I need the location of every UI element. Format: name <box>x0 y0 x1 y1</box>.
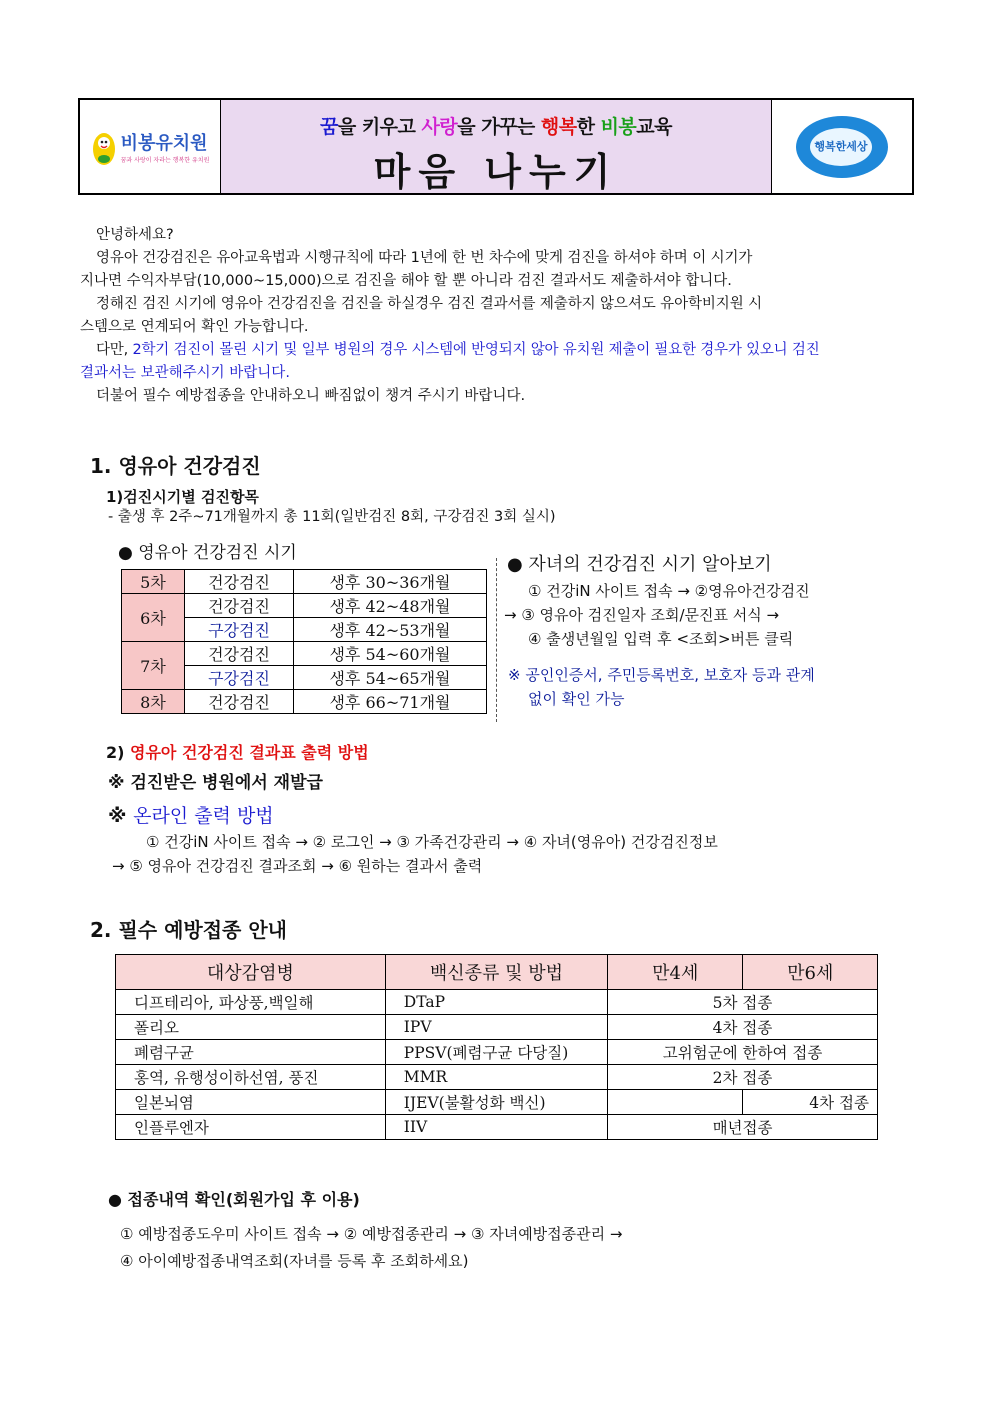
age-cell: 생후 42~48개월 <box>294 594 487 618</box>
kind-cell: 건강검진 <box>185 570 294 594</box>
dose-cell: 매년접종 <box>608 1115 878 1140</box>
intro-p2-line2: 스템으로 연계되어 확인 가능합니다. <box>80 319 309 335</box>
intro-text <box>80 224 916 408</box>
table-row <box>116 1065 878 1090</box>
check-step-line1: ① 예방접종도우미 사이트 접속 → ② 예방접종관리 → ③ 자녀예방접종관리 → <box>120 1225 623 1243</box>
online-steps <box>112 830 912 878</box>
greeting: 안녕하세요? <box>96 227 174 243</box>
happy-world-logo-text: 행복한세상 <box>810 128 872 166</box>
age-cell: 생후 54~60개월 <box>294 642 487 666</box>
dashed-divider <box>496 558 497 722</box>
lookup-step-line3: ④ 출생년월일 입력 후 <조회>버튼 클릭 <box>528 630 794 648</box>
kindergarten-logo-cell <box>80 100 221 193</box>
vaccine-cell: IJEV(불활성화 백신) <box>385 1090 607 1115</box>
age-cell: 생후 66~71개월 <box>294 690 487 714</box>
header-slogan <box>221 112 771 139</box>
kindergarten-subtitle: 꿈과 사랑이 자라는 행복한 유치원 <box>120 157 210 164</box>
kind-cell: 구강검진 <box>185 666 294 690</box>
kind-cell: 건강검진 <box>185 690 294 714</box>
lookup-steps <box>504 579 904 711</box>
kind-cell: 건강검진 <box>185 594 294 618</box>
slogan-segment: 을 가꾸는 <box>457 116 541 138</box>
slogan-segment: 행복 <box>540 116 577 138</box>
age-cell: 생후 42~53개월 <box>294 618 487 642</box>
slogan-segment: 꿈 <box>319 116 338 138</box>
lookup-heading: ● 자녀의 건강검진 시기 알아보기 <box>507 554 772 575</box>
check-steps <box>120 1221 920 1275</box>
dose-cell: 고위험군에 한하여 접종 <box>608 1040 878 1065</box>
online-mark: ※ <box>108 805 134 827</box>
age-cell: 생후 30~36개월 <box>294 570 487 594</box>
schedule-heading: ● 영유아 건강검진 시기 <box>118 543 297 563</box>
disease-cell: 폴리오 <box>116 1015 386 1040</box>
slogan-segment: 을 키우고 <box>337 116 422 138</box>
intro-p3-line1 <box>80 339 916 362</box>
lookup-step-line2: → ③ 영유아 검진일자 조회/문진표 서식 → <box>504 606 780 624</box>
vaccine-cell: PPSV(폐렴구균 다당질) <box>385 1040 607 1065</box>
lookup-note-line2: 없이 확인 가능 <box>528 690 625 708</box>
kind-cell: 건강검진 <box>185 642 294 666</box>
kind-cell: 구강검진 <box>185 618 294 642</box>
online-heading-text: 온라인 출력 방법 <box>133 805 274 827</box>
table-header-row <box>116 955 878 990</box>
slogan-segment: 사랑 <box>421 116 458 138</box>
check-step-line2: ④ 아이예방접종내역조회(자녀를 등록 후 조회하세요) <box>120 1252 469 1270</box>
dose-cell: 2차 접종 <box>608 1065 878 1090</box>
section1-sub1-desc: - 출생 후 2주~71개월까지 총 11회(일반검진 8회, 구강검진 3회 실시) <box>108 509 556 525</box>
table-row <box>122 642 487 666</box>
newsletter-header <box>78 98 914 195</box>
intro-p3-line2: 결과서는 보관해주시기 바랍니다. <box>80 365 290 381</box>
header-vaccine: 백신종류 및 방법 <box>385 955 607 990</box>
vaccine-cell: MMR <box>385 1065 607 1090</box>
vaccine-cell: IPV <box>385 1015 607 1040</box>
table-row <box>116 1115 878 1140</box>
header-age6: 만6세 <box>743 955 878 990</box>
right-logo-cell <box>772 100 912 193</box>
disease-cell: 폐렴구균 <box>116 1040 386 1065</box>
vaccine-cell: IIV <box>385 1115 607 1140</box>
dose-cell: 4차 접종 <box>608 1015 878 1040</box>
intro-p3-blue: 2학기 검진이 몰린 시기 및 일부 병원의 경우 시스템에 반영되지 않아 유치원 제출이 필요한 경우가 있오니 검진 <box>132 342 820 358</box>
table-row <box>116 1015 878 1040</box>
section1-title: 1. 영유아 건강검진 <box>90 454 261 478</box>
disease-cell: 홍역, 유행성이하선염, 풍진 <box>116 1065 386 1090</box>
section1-sub1: 1)검진시기별 검진항목 <box>106 488 259 506</box>
intro-p2-line1: 정해진 검진 시기에 영유아 건강검진을 검진을 하실경우 검진 결과서를 제출하지 않으셔도 유아학비지원 시 <box>96 296 763 312</box>
kindergarten-logo <box>91 127 210 167</box>
page-title: 마음 나누기 <box>373 150 619 194</box>
slogan-segment: 교육 <box>636 116 673 138</box>
header-age4: 만4세 <box>608 955 743 990</box>
dose-cell: 4차 접종 <box>743 1090 878 1115</box>
order-cell: 8차 <box>122 690 185 714</box>
intro-p4: 더불어 필수 예방접종을 안내하오니 빠짐없이 챙겨 주시기 바랍니다. <box>96 388 526 404</box>
order-cell: 5차 <box>122 570 185 594</box>
disease-cell: 일본뇌염 <box>116 1090 386 1115</box>
table-row <box>122 570 487 594</box>
dose-cell-empty <box>608 1090 743 1115</box>
check-heading: ● 접종내역 확인(회원가입 후 이용) <box>108 1190 360 1209</box>
child-mascot-icon <box>91 127 117 167</box>
vaccination-table <box>115 954 878 1140</box>
header-title-cell <box>221 100 772 193</box>
slogan-segment: 한 <box>576 116 601 138</box>
happy-world-logo <box>796 116 888 178</box>
section2-title: 2. 필수 예방접종 안내 <box>90 918 287 942</box>
disease-cell: 디프테리아, 파상풍,백일해 <box>116 990 386 1015</box>
table-row <box>116 1040 878 1065</box>
intro-p1-line2: 지나면 수익자부담(10,000~15,000)으로 검진을 해야 할 뿐 아니라 검진 결과서도 제출하셔야 합니다. <box>80 273 732 289</box>
reissue-note: ※ 검진받은 병원에서 재발급 <box>108 773 323 793</box>
section1-sub2 <box>106 740 369 763</box>
intro-p1-line1: 영유아 건강검진은 유아교육법과 시행규칙에 따라 1년에 한 번 차수에 맞게 검진을 하셔야 하며 이 시기가 <box>96 250 753 266</box>
online-heading <box>108 801 274 828</box>
lookup-note-line1: ※ 공인인증서, 주민등록번호, 보호자 등과 관계 <box>508 666 815 684</box>
table-row <box>122 690 487 714</box>
table-row <box>116 990 878 1015</box>
order-cell: 6차 <box>122 594 185 642</box>
kindergarten-name: 비봉유치원 <box>120 133 208 154</box>
checkup-schedule-table <box>121 569 487 714</box>
slogan-segment: 비봉 <box>600 116 637 138</box>
vaccine-cell: DTaP <box>385 990 607 1015</box>
table-row <box>122 594 487 618</box>
disease-cell: 인플루엔자 <box>116 1115 386 1140</box>
section1-sub2-text: 영유아 건강검진 결과표 출력 방법 <box>130 743 369 762</box>
section1-sub2-num: 2) <box>106 743 131 762</box>
table-row <box>116 1090 878 1115</box>
order-cell: 7차 <box>122 642 185 690</box>
intro-p3-prefix: 다만, <box>96 342 133 358</box>
age-cell: 생후 54~65개월 <box>294 666 487 690</box>
online-step-line2: → ⑤ 영유아 건강검진 결과조회 → ⑥ 원하는 결과서 출력 <box>112 857 483 875</box>
dose-cell: 5차 접종 <box>608 990 878 1015</box>
header-disease: 대상감염병 <box>116 955 386 990</box>
lookup-step-line1: ① 건강iN 사이트 접속 → ②영유아건강검진 <box>528 582 810 600</box>
online-step-line1: ① 건강iN 사이트 접속 → ② 로그인 → ③ 가족건강관리 → ④ 자녀(영유아) 건강검진정보 <box>146 833 718 851</box>
